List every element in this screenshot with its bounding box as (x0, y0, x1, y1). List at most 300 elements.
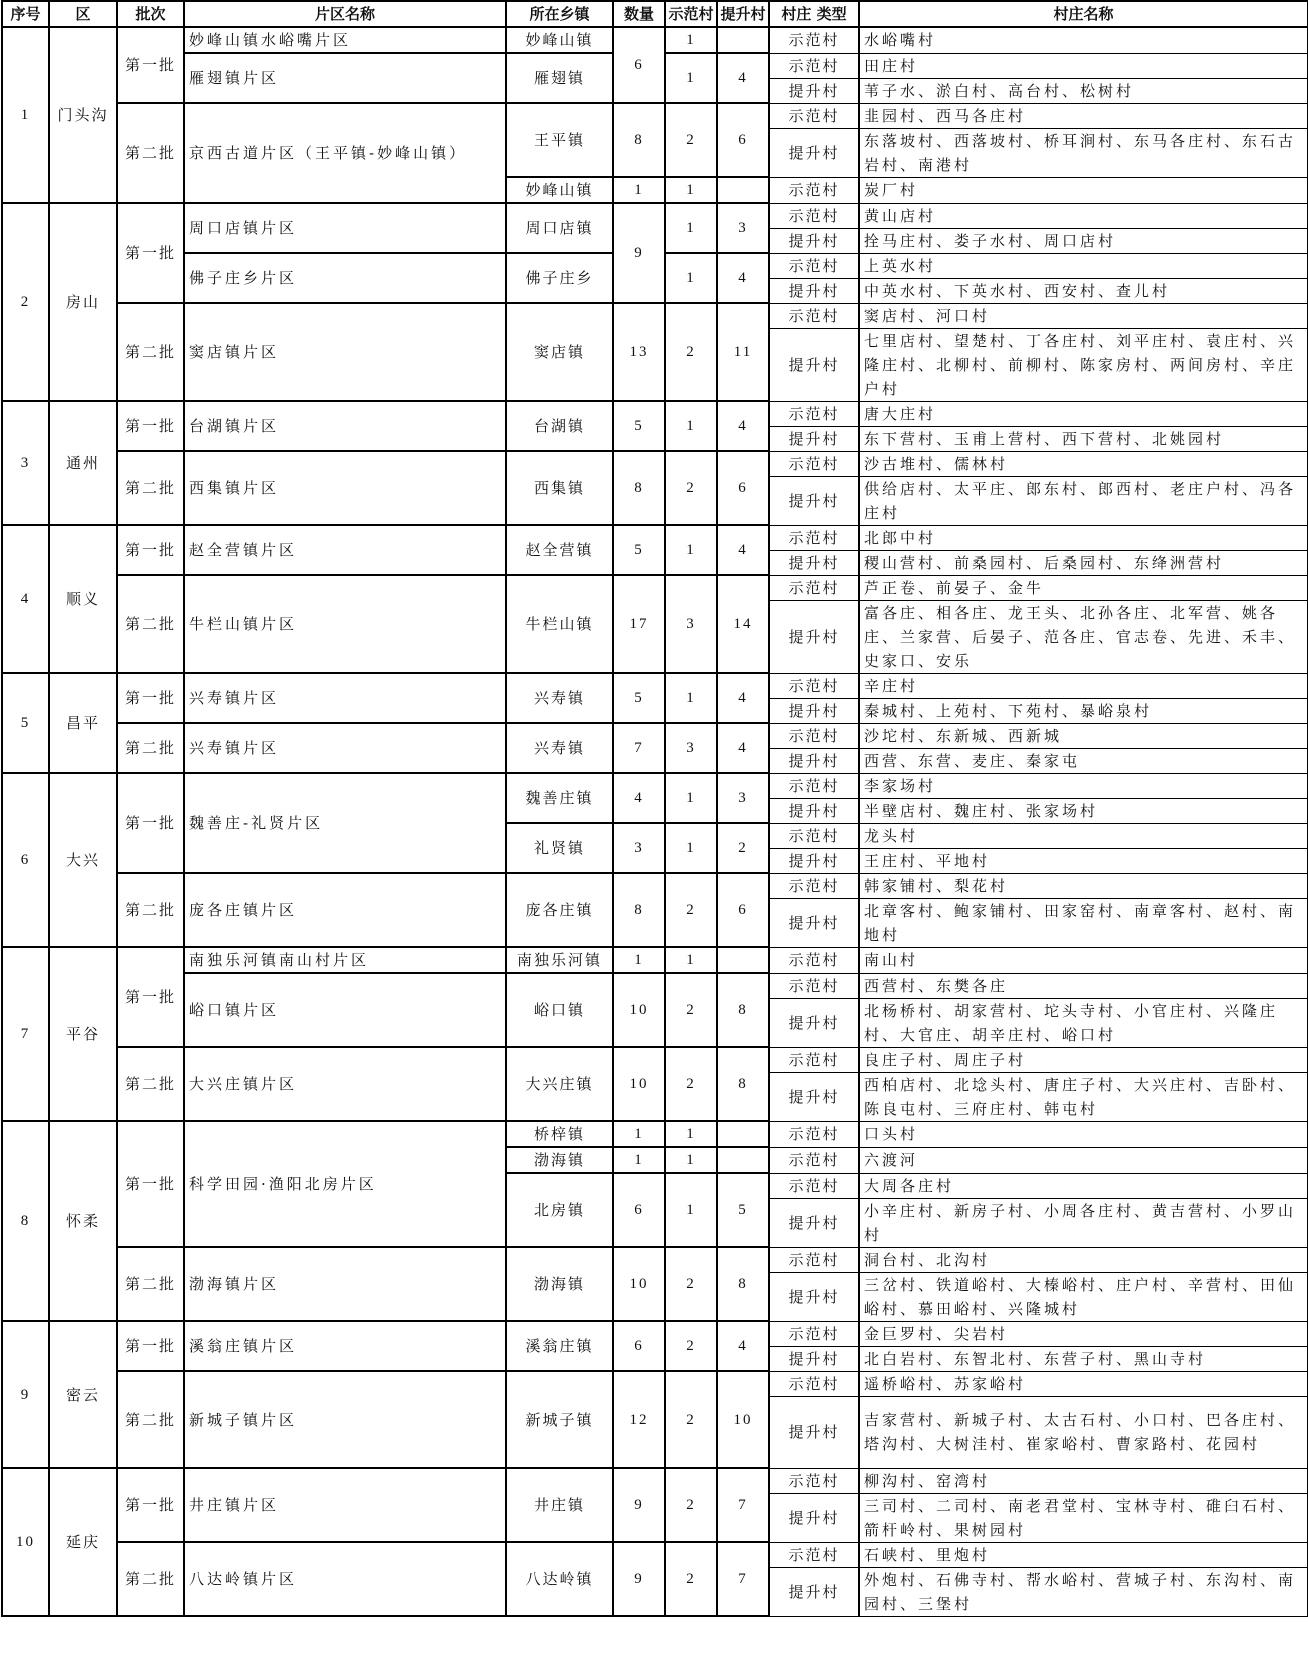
table-row (2, 1121, 1308, 1147)
count-cell: 1 (613, 1147, 665, 1173)
area-name-cell: 雁翅镇片区 (184, 53, 506, 103)
village-names-cell: 李家场村 (859, 773, 1308, 798)
town-cell: 王平镇 (506, 103, 613, 177)
town-cell: 北房镇 (506, 1173, 613, 1247)
count-cell: 12 (613, 1371, 665, 1468)
count-cell: 10 (613, 1247, 665, 1321)
demo-count-cell: 1 (665, 773, 717, 823)
seq-cell: 9 (2, 1321, 49, 1468)
seq-cell: 6 (2, 773, 49, 947)
village-type-cell: 示范村 (769, 1147, 859, 1173)
village-names-cell: 北章客村、鲍家铺村、田家窑村、南章客村、赵村、南地村 (859, 898, 1308, 947)
village-names-cell: 吉家营村、新城子村、太古石村、小口村、巴各庄村、塔沟村、大树洼村、崔家峪村、曹家路村、花园村 (859, 1396, 1308, 1468)
seq-cell: 4 (2, 525, 49, 673)
count-cell: 5 (613, 673, 665, 723)
village-names-cell: 拴马庄村、娄子水村、周口店村 (859, 228, 1308, 253)
village-type-cell: 提升村 (769, 228, 859, 253)
demo-count-cell: 1 (665, 203, 717, 253)
demo-count-cell: 1 (665, 1173, 717, 1247)
demo-count-cell: 1 (665, 525, 717, 575)
demo-count-cell: 2 (665, 973, 717, 1047)
town-cell: 雁翅镇 (506, 53, 613, 103)
batch-cell: 第一批 (117, 27, 184, 103)
demo-count-cell: 2 (665, 451, 717, 525)
count-cell: 10 (613, 973, 665, 1047)
count-cell: 1 (613, 1121, 665, 1147)
village-names-cell: 南山村 (859, 947, 1308, 973)
count-cell: 6 (613, 1173, 665, 1247)
area-name-cell: 八达岭镇片区 (184, 1542, 506, 1616)
demo-count-cell: 2 (665, 103, 717, 177)
village-type-cell: 提升村 (769, 328, 859, 401)
area-name-cell: 妙峰山镇水峪嘴片区 (184, 27, 506, 53)
seq-cell: 1 (2, 27, 49, 203)
demo-count-cell: 2 (665, 303, 717, 401)
village-type-cell: 示范村 (769, 103, 859, 128)
village-type-cell: 示范村 (769, 451, 859, 476)
demo-count-cell: 2 (665, 1371, 717, 1468)
village-type-cell: 提升村 (769, 1198, 859, 1247)
header-town: 所在乡镇 (506, 1, 613, 27)
upgrade-count-cell: 4 (717, 525, 769, 575)
village-type-cell: 示范村 (769, 203, 859, 228)
village-type-cell: 示范村 (769, 1247, 859, 1272)
village-type-cell: 提升村 (769, 78, 859, 103)
upgrade-count-cell: 6 (717, 873, 769, 947)
table-row (2, 525, 1308, 550)
district-cell: 顺义 (49, 525, 117, 673)
table-row (2, 575, 1308, 600)
batch-cell: 第二批 (117, 451, 184, 525)
area-name-cell: 大兴庄镇片区 (184, 1047, 506, 1121)
village-type-cell: 提升村 (769, 600, 859, 673)
village-type-cell: 提升村 (769, 550, 859, 575)
village-type-cell: 提升村 (769, 1567, 859, 1616)
upgrade-count-cell: 14 (717, 575, 769, 673)
upgrade-count-cell (717, 1121, 769, 1147)
village-type-cell: 示范村 (769, 673, 859, 698)
district-cell: 门头沟 (49, 27, 117, 203)
count-cell: 7 (613, 723, 665, 773)
count-cell: 17 (613, 575, 665, 673)
village-names-cell: 苇子水、淤白村、高台村、松树村 (859, 78, 1308, 103)
village-names-cell: 上英水村 (859, 253, 1308, 278)
demo-count-cell: 2 (665, 1321, 717, 1371)
seq-cell: 7 (2, 947, 49, 1121)
upgrade-count-cell: 4 (717, 723, 769, 773)
village-type-cell: 提升村 (769, 998, 859, 1047)
header-village-names: 村庄名称 (859, 1, 1308, 27)
village-names-cell: 北杨桥村、胡家营村、坨头寺村、小官庄村、兴隆庄村、大官庄、胡辛庄村、峪口村 (859, 998, 1308, 1047)
area-name-cell: 魏善庄-礼贤片区 (184, 773, 506, 873)
count-cell: 9 (613, 1542, 665, 1616)
table-row (2, 451, 1308, 476)
upgrade-count-cell (717, 947, 769, 973)
seq-cell: 3 (2, 401, 49, 525)
batch-cell: 第二批 (117, 1542, 184, 1616)
demo-count-cell: 1 (665, 27, 717, 53)
area-name-cell: 周口店镇片区 (184, 203, 506, 253)
district-cell: 密云 (49, 1321, 117, 1468)
header-district: 区 (49, 1, 117, 27)
village-names-cell: 炭厂村 (859, 177, 1308, 203)
header-demo-count: 示范村 (665, 1, 717, 27)
demo-count-cell: 2 (665, 873, 717, 947)
upgrade-count-cell: 4 (717, 253, 769, 303)
area-name-cell: 兴寿镇片区 (184, 723, 506, 773)
village-names-cell: 金巨罗村、尖岩村 (859, 1321, 1308, 1346)
header-village-type: 村庄 类型 (769, 1, 859, 27)
area-name-cell: 佛子庄乡片区 (184, 253, 506, 303)
count-cell: 10 (613, 1047, 665, 1121)
demo-count-cell: 1 (665, 1147, 717, 1173)
village-type-cell: 提升村 (769, 1396, 859, 1468)
batch-cell: 第二批 (117, 575, 184, 673)
village-names-cell: 七里店村、望楚村、丁各庄村、刘平庄村、袁庄村、兴隆庄村、北柳村、前柳村、陈家房村、两间房村、辛庄户村 (859, 328, 1308, 401)
area-name-cell: 南独乐河镇南山村片区 (184, 947, 506, 973)
demo-count-cell: 3 (665, 723, 717, 773)
batch-cell: 第二批 (117, 1047, 184, 1121)
count-cell: 6 (613, 1321, 665, 1371)
upgrade-count-cell: 8 (717, 1047, 769, 1121)
town-cell: 八达岭镇 (506, 1542, 613, 1616)
area-name-cell: 庞各庄镇片区 (184, 873, 506, 947)
district-cell: 怀柔 (49, 1121, 117, 1321)
count-cell: 9 (613, 203, 665, 303)
town-cell: 南独乐河镇 (506, 947, 613, 973)
village-names-cell: 芦正卷、前晏子、金牛 (859, 575, 1308, 600)
batch-cell: 第一批 (117, 401, 184, 451)
village-type-cell: 提升村 (769, 1493, 859, 1542)
seq-cell: 8 (2, 1121, 49, 1321)
count-cell: 8 (613, 103, 665, 177)
village-names-cell: 供给店村、太平庄、郎东村、郎西村、老庄户村、冯各庄村 (859, 476, 1308, 525)
header-seq: 序号 (2, 1, 49, 27)
count-cell: 3 (613, 823, 665, 873)
village-names-cell: 沙古堆村、儒林村 (859, 451, 1308, 476)
batch-cell: 第二批 (117, 1371, 184, 1468)
village-names-cell: 六渡河 (859, 1147, 1308, 1173)
table-row (2, 773, 1308, 798)
table-row (2, 1321, 1308, 1346)
village-type-cell: 提升村 (769, 426, 859, 451)
village-type-cell: 示范村 (769, 1321, 859, 1346)
district-cell: 房山 (49, 203, 117, 401)
village-type-cell: 示范村 (769, 1173, 859, 1198)
town-cell: 兴寿镇 (506, 673, 613, 723)
town-cell: 井庄镇 (506, 1468, 613, 1542)
demo-count-cell: 1 (665, 401, 717, 451)
table-row (2, 27, 1308, 53)
header-row (2, 1, 1308, 27)
town-cell: 周口店镇 (506, 203, 613, 253)
table-row (2, 303, 1308, 328)
village-type-cell: 提升村 (769, 278, 859, 303)
batch-cell: 第一批 (117, 673, 184, 723)
area-name-cell: 京西古道片区（王平镇-妙峰山镇） (184, 103, 506, 203)
count-cell: 5 (613, 401, 665, 451)
village-type-cell: 示范村 (769, 401, 859, 426)
upgrade-count-cell: 7 (717, 1542, 769, 1616)
table-row (2, 203, 1308, 228)
village-type-cell: 示范村 (769, 947, 859, 973)
demo-count-cell: 1 (665, 53, 717, 103)
village-names-cell: 富各庄、相各庄、龙王头、北孙各庄、北军营、姚各庄、兰家营、后晏子、范各庄、官志卷、先进、禾丰、史家口、安乐 (859, 600, 1308, 673)
table-row (2, 1468, 1308, 1493)
upgrade-count-cell: 4 (717, 673, 769, 723)
village-type-cell: 示范村 (769, 1542, 859, 1567)
village-type-cell: 示范村 (769, 1121, 859, 1147)
village-type-cell: 示范村 (769, 303, 859, 328)
district-cell: 昌平 (49, 673, 117, 773)
upgrade-count-cell: 3 (717, 203, 769, 253)
area-name-cell: 峪口镇片区 (184, 973, 506, 1047)
area-name-cell: 台湖镇片区 (184, 401, 506, 451)
table-row (2, 723, 1308, 748)
area-name-cell: 牛栏山镇片区 (184, 575, 506, 673)
village-names-cell: 韩家铺村、梨花村 (859, 873, 1308, 898)
table-row (2, 873, 1308, 898)
batch-cell: 第一批 (117, 1321, 184, 1371)
village-names-cell: 稷山营村、前桑园村、后桑园村、东绛洲营村 (859, 550, 1308, 575)
demo-count-cell: 3 (665, 575, 717, 673)
upgrade-count-cell: 7 (717, 1468, 769, 1542)
batch-cell: 第一批 (117, 947, 184, 1047)
village-names-cell: 黄山店村 (859, 203, 1308, 228)
batch-cell: 第二批 (117, 1247, 184, 1321)
seq-cell: 5 (2, 673, 49, 773)
demo-count-cell: 2 (665, 1047, 717, 1121)
village-names-cell: 辛庄村 (859, 673, 1308, 698)
village-names-cell: 西柏店村、北埝头村、唐庄子村、大兴庄村、吉卧村、陈良屯村、三府庄村、韩屯村 (859, 1072, 1308, 1121)
village-names-cell: 中英水村、下英水村、西安村、查儿村 (859, 278, 1308, 303)
upgrade-count-cell: 11 (717, 303, 769, 401)
count-cell: 13 (613, 303, 665, 401)
upgrade-count-cell: 5 (717, 1173, 769, 1247)
table-row (2, 1047, 1308, 1072)
town-cell: 大兴庄镇 (506, 1047, 613, 1121)
count-cell: 4 (613, 773, 665, 823)
demo-count-cell: 1 (665, 947, 717, 973)
village-type-cell: 示范村 (769, 177, 859, 203)
village-names-cell: 遥桥峪村、苏家峪村 (859, 1371, 1308, 1396)
batch-cell: 第一批 (117, 1468, 184, 1542)
area-name-cell: 新城子镇片区 (184, 1371, 506, 1468)
demo-count-cell: 2 (665, 1468, 717, 1542)
upgrade-count-cell: 8 (717, 973, 769, 1047)
town-cell: 溪翁庄镇 (506, 1321, 613, 1371)
count-cell: 1 (613, 947, 665, 973)
village-names-cell: 半壁店村、魏庄村、张家场村 (859, 798, 1308, 823)
area-name-cell: 科学田园·渔阳北房片区 (184, 1121, 506, 1247)
village-names-cell: 韭园村、西马各庄村 (859, 103, 1308, 128)
village-names-cell: 北郎中村 (859, 525, 1308, 550)
village-names-cell: 田庄村 (859, 53, 1308, 78)
demo-count-cell: 1 (665, 177, 717, 203)
village-type-cell: 提升村 (769, 128, 859, 177)
area-name-cell: 赵全营镇片区 (184, 525, 506, 575)
table-body (2, 27, 1308, 1616)
town-cell: 台湖镇 (506, 401, 613, 451)
count-cell: 8 (613, 873, 665, 947)
area-name-cell: 窦店镇片区 (184, 303, 506, 401)
village-names-cell: 唐大庄村 (859, 401, 1308, 426)
count-cell: 9 (613, 1468, 665, 1542)
upgrade-count-cell (717, 1147, 769, 1173)
area-name-cell: 西集镇片区 (184, 451, 506, 525)
village-type-cell: 提升村 (769, 1346, 859, 1371)
upgrade-count-cell: 6 (717, 103, 769, 177)
town-cell: 庞各庄镇 (506, 873, 613, 947)
village-type-cell: 示范村 (769, 723, 859, 748)
count-cell: 1 (613, 177, 665, 203)
village-names-cell: 小辛庄村、新房子村、小周各庄村、黄吉营村、小罗山村 (859, 1198, 1308, 1247)
town-cell: 妙峰山镇 (506, 27, 613, 53)
table-row (2, 947, 1308, 973)
town-cell: 礼贤镇 (506, 823, 613, 873)
upgrade-count-cell: 2 (717, 823, 769, 873)
table-row (2, 1247, 1308, 1272)
demo-count-cell: 2 (665, 1247, 717, 1321)
area-name-cell: 兴寿镇片区 (184, 673, 506, 723)
town-cell: 桥梓镇 (506, 1121, 613, 1147)
village-names-cell: 东落坡村、西落坡村、桥耳涧村、东马各庄村、东石古岩村、南港村 (859, 128, 1308, 177)
district-cell: 通州 (49, 401, 117, 525)
upgrade-count-cell: 4 (717, 1321, 769, 1371)
batch-cell: 第二批 (117, 873, 184, 947)
village-type-cell: 示范村 (769, 873, 859, 898)
demo-count-cell: 1 (665, 1121, 717, 1147)
batch-cell: 第一批 (117, 525, 184, 575)
table-row (2, 401, 1308, 426)
village-names-cell: 水峪嘴村 (859, 27, 1308, 53)
town-cell: 峪口镇 (506, 973, 613, 1047)
village-names-cell: 石峡村、里炮村 (859, 1542, 1308, 1567)
upgrade-count-cell: 4 (717, 401, 769, 451)
village-names-cell: 柳沟村、窑湾村 (859, 1468, 1308, 1493)
upgrade-count-cell: 4 (717, 53, 769, 103)
village-type-cell: 提升村 (769, 798, 859, 823)
table-row (2, 1371, 1308, 1396)
area-name-cell: 渤海镇片区 (184, 1247, 506, 1321)
village-type-cell: 示范村 (769, 823, 859, 848)
batch-cell: 第一批 (117, 1121, 184, 1247)
upgrade-count-cell: 3 (717, 773, 769, 823)
upgrade-count-cell: 10 (717, 1371, 769, 1468)
village-names-cell: 西营、东营、麦庄、秦家屯 (859, 748, 1308, 773)
village-names-cell: 三司村、二司村、南老君堂村、宝林寺村、碓臼石村、箭杆岭村、果树园村 (859, 1493, 1308, 1542)
batch-cell: 第二批 (117, 723, 184, 773)
village-names-cell: 外炮村、石佛寺村、帮水峪村、营城子村、东沟村、南园村、三堡村 (859, 1567, 1308, 1616)
village-type-cell: 示范村 (769, 973, 859, 998)
demo-count-cell: 1 (665, 673, 717, 723)
upgrade-count-cell: 6 (717, 451, 769, 525)
village-type-cell: 示范村 (769, 525, 859, 550)
village-names-cell: 王庄村、平地村 (859, 848, 1308, 873)
village-type-cell: 示范村 (769, 575, 859, 600)
upgrade-count-cell: 8 (717, 1247, 769, 1321)
town-cell: 魏善庄镇 (506, 773, 613, 823)
village-table (1, 0, 1308, 1617)
village-type-cell: 示范村 (769, 773, 859, 798)
demo-count-cell: 1 (665, 253, 717, 303)
town-cell: 渤海镇 (506, 1247, 613, 1321)
header-batch: 批次 (117, 1, 184, 27)
area-name-cell: 溪翁庄镇片区 (184, 1321, 506, 1371)
town-cell: 牛栏山镇 (506, 575, 613, 673)
village-type-cell: 示范村 (769, 53, 859, 78)
seq-cell: 2 (2, 203, 49, 401)
village-names-cell: 良庄子村、周庄子村 (859, 1047, 1308, 1072)
village-type-cell: 提升村 (769, 1072, 859, 1121)
count-cell: 6 (613, 27, 665, 103)
area-name-cell: 井庄镇片区 (184, 1468, 506, 1542)
town-cell: 西集镇 (506, 451, 613, 525)
batch-cell: 第一批 (117, 203, 184, 303)
header-count: 数量 (613, 1, 665, 27)
town-cell: 新城子镇 (506, 1371, 613, 1468)
village-type-cell: 示范村 (769, 27, 859, 53)
village-names-cell: 三岔村、铁道峪村、大榛峪村、庄户村、辛营村、田仙峪村、慕田峪村、兴隆城村 (859, 1272, 1308, 1321)
village-names-cell: 东下营村、玉甫上营村、西下营村、北姚园村 (859, 426, 1308, 451)
table-row (2, 103, 1308, 128)
village-type-cell: 提升村 (769, 476, 859, 525)
table-row (2, 1542, 1308, 1567)
village-names-cell: 口头村 (859, 1121, 1308, 1147)
village-names-cell: 龙头村 (859, 823, 1308, 848)
village-type-cell: 提升村 (769, 698, 859, 723)
village-type-cell: 提升村 (769, 848, 859, 873)
town-cell: 赵全营镇 (506, 525, 613, 575)
village-names-cell: 洞台村、北沟村 (859, 1247, 1308, 1272)
header-area-name: 片区名称 (184, 1, 506, 27)
batch-cell: 第一批 (117, 773, 184, 873)
town-cell: 佛子庄乡 (506, 253, 613, 303)
village-type-cell: 提升村 (769, 1272, 859, 1321)
batch-cell: 第二批 (117, 303, 184, 401)
header-upgrade-count: 提升村 (717, 1, 769, 27)
town-cell: 窦店镇 (506, 303, 613, 401)
count-cell: 8 (613, 451, 665, 525)
village-names-cell: 窦店村、河口村 (859, 303, 1308, 328)
village-names-cell: 秦城村、上苑村、下苑村、暴峪泉村 (859, 698, 1308, 723)
demo-count-cell: 1 (665, 823, 717, 873)
upgrade-count-cell (717, 177, 769, 203)
village-type-cell: 提升村 (769, 898, 859, 947)
village-type-cell: 示范村 (769, 1371, 859, 1396)
batch-cell: 第二批 (117, 103, 184, 203)
village-names-cell: 西营村、东樊各庄 (859, 973, 1308, 998)
demo-count-cell: 2 (665, 1542, 717, 1616)
table-row (2, 673, 1308, 698)
village-type-cell: 提升村 (769, 748, 859, 773)
town-cell: 妙峰山镇 (506, 177, 613, 203)
village-type-cell: 示范村 (769, 1047, 859, 1072)
village-type-cell: 示范村 (769, 253, 859, 278)
district-cell: 延庆 (49, 1468, 117, 1616)
district-cell: 大兴 (49, 773, 117, 947)
town-cell: 渤海镇 (506, 1147, 613, 1173)
village-names-cell: 北白岩村、东智北村、东营子村、黑山寺村 (859, 1346, 1308, 1371)
town-cell: 兴寿镇 (506, 723, 613, 773)
count-cell: 5 (613, 525, 665, 575)
village-names-cell: 大周各庄村 (859, 1173, 1308, 1198)
table-row (2, 973, 1308, 998)
village-type-cell: 示范村 (769, 1468, 859, 1493)
district-cell: 平谷 (49, 947, 117, 1121)
seq-cell: 10 (2, 1468, 49, 1616)
upgrade-count-cell (717, 27, 769, 53)
